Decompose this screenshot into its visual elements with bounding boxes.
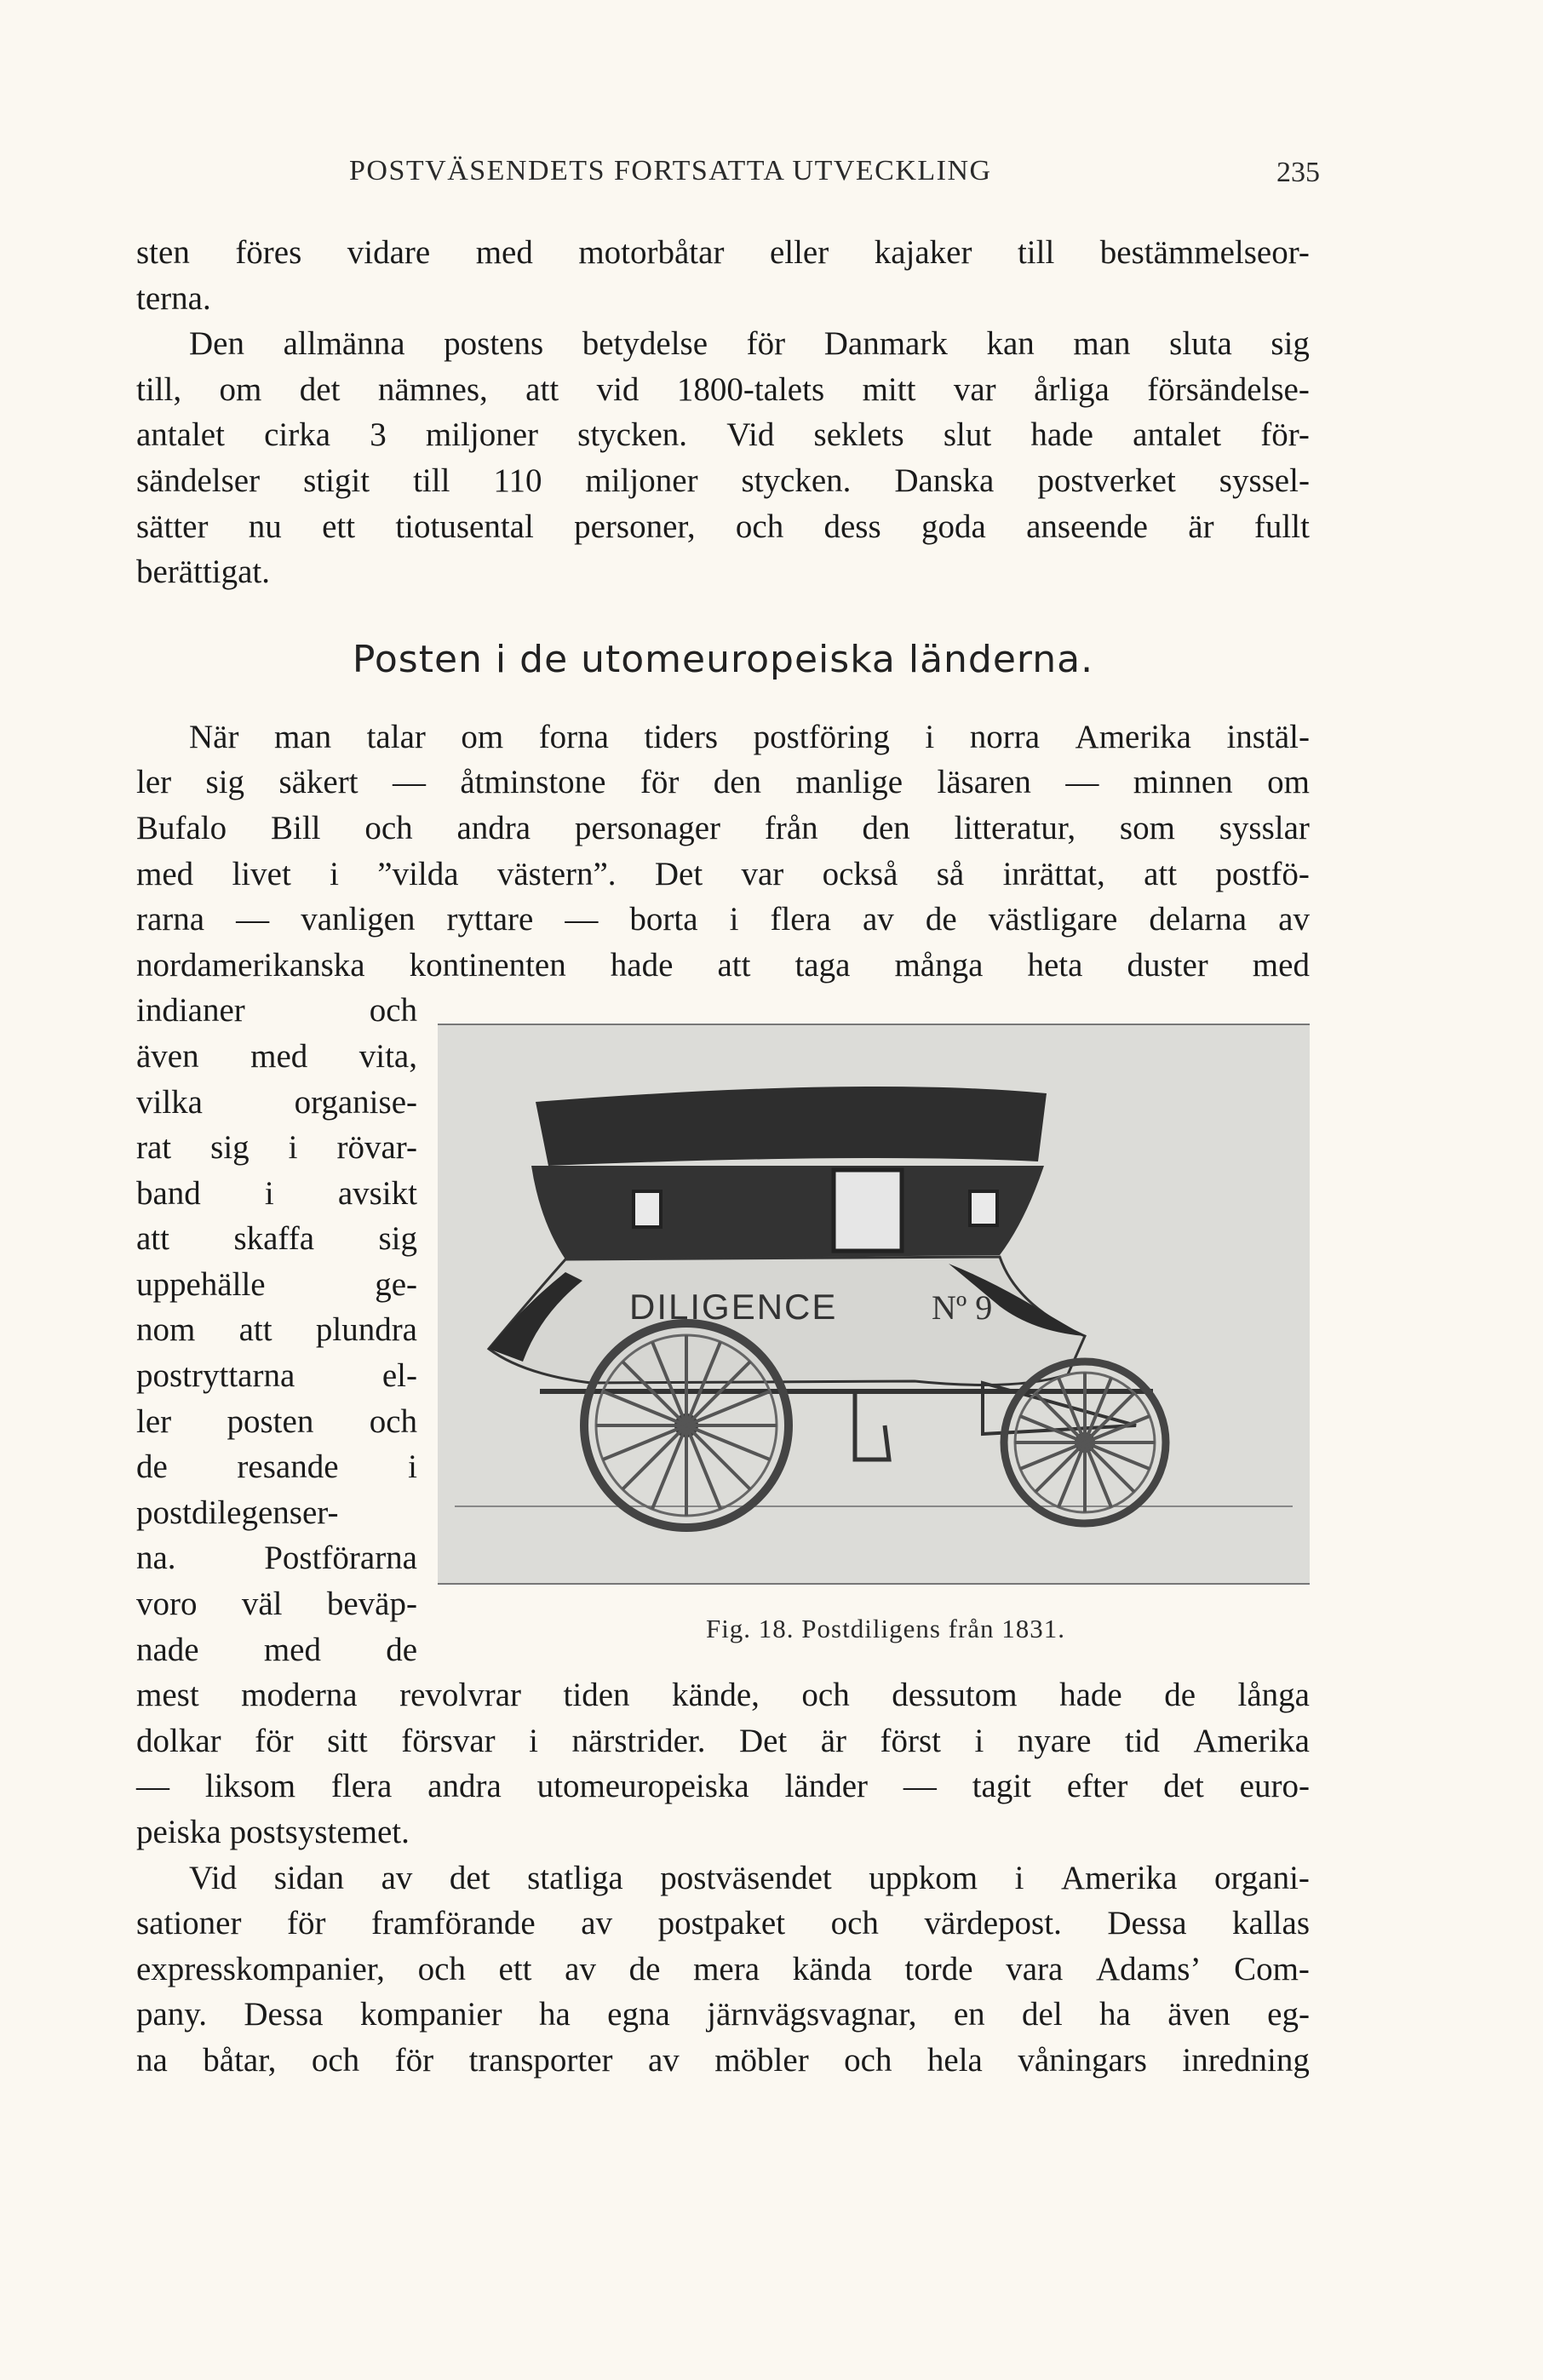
stagecoach-illustration <box>438 1025 1310 1583</box>
door-window <box>834 1170 902 1251</box>
figure-caption: Fig. 18. Postdiligens från 1831. <box>705 1614 1066 1644</box>
text-line: vilka organise- <box>136 1083 417 1121</box>
text-line: nordamerikanska kontinenten hade att taga många heta duster med <box>136 946 1310 984</box>
text-line: sationer för framförande av postpaket och värdepost. Dessa kallas <box>136 1905 1310 1942</box>
figure-image-stagecoach <box>438 1024 1310 1585</box>
text-line: na båtar, och för transporter av möbler och hela våningars inredning <box>136 2041 1310 2079</box>
text-line: att skaffa sig <box>136 1220 417 1258</box>
paragraph-2 <box>136 321 1310 595</box>
text-line: även med vita, <box>136 1037 417 1075</box>
text-line: uppehälle ge- <box>136 1265 417 1303</box>
text-line: Bufalo Bill och andra personager från den litteratur, som sysslar <box>136 809 1310 846</box>
text-figure-wrap <box>136 988 1310 1672</box>
text-line: sändelser stigit till 110 miljoner stycken. Danska postverket syssel- <box>136 462 1310 499</box>
text-line: — liksom flera andra utomeuropeiska länder — tagit efter det euro- <box>136 1768 1310 1805</box>
text-line: postdilegenser- <box>136 1494 339 1531</box>
text-line: Den allmänna postens betydelse för Danmark kan man sluta sig <box>189 325 1310 363</box>
coach-upper-body <box>531 1166 1044 1259</box>
text-line: mest moderna revolvrar tiden kände, och dessutom hade de långa <box>136 1677 1310 1714</box>
text-line: ler posten och <box>136 1402 417 1440</box>
text-line: band i avsikt <box>136 1174 417 1212</box>
section-heading: Posten i de utomeuropeiska länderna. <box>352 637 1094 681</box>
figure <box>417 988 1310 1672</box>
text-line: sten föres vidare med motorbåtar eller kajaker till bestämmelseor- <box>136 234 1310 271</box>
text-line: Vid sidan av det statliga postväsendet uppkom i Amerika organi- <box>189 1859 1310 1896</box>
text-line: med livet i ”vilda västern”. Det var också så inrättat, att postfö- <box>136 855 1310 892</box>
text-line: pany. Dessa kompanier ha egna järnvägsvagnar, en del ha även eg- <box>136 1996 1310 2033</box>
page-body <box>136 230 1310 2084</box>
text-line: voro väl beväp- <box>136 1586 417 1623</box>
coach-roof <box>536 1087 1047 1166</box>
rear-wheel <box>584 1323 789 1528</box>
text-line: till, om det nämnes, att vid 1800-talets mitt var årliga försändelse- <box>136 370 1310 408</box>
text-line: na. Postförarna <box>136 1540 417 1577</box>
paragraph-3-continued <box>136 1672 1310 1855</box>
text-line: expresskompanier, och ett av de mera kända torde vara Adams’ Com- <box>136 1950 1310 1987</box>
coach-number: Nº 9 <box>932 1288 993 1328</box>
text-line: sätter nu ett tiotusental personer, och dess goda anseende är fullt <box>136 508 1310 545</box>
text-line: postryttarna el- <box>136 1357 417 1395</box>
paragraph-1 <box>136 230 1310 321</box>
page-header <box>136 155 1320 198</box>
window-left <box>634 1191 661 1227</box>
text-line: dolkar för sitt försvar i närstrider. Det är först i nyare tid Amerika <box>136 1722 1310 1759</box>
text-line: peiska postsystemet. <box>136 1814 410 1850</box>
text-line: terna. <box>136 279 211 317</box>
text-line: rarna — vanligen ryttare — borta i flera av de västligare delarna av <box>136 901 1310 938</box>
text-line: de resande i <box>136 1448 417 1486</box>
coach-label: DILIGENCE <box>629 1287 838 1328</box>
text-line: indianer och <box>136 992 417 1029</box>
paragraph-4 <box>136 1855 1310 2084</box>
paragraph-3 <box>136 714 1310 989</box>
page-number: 235 <box>1276 157 1320 188</box>
paragraph-3-narrow-column <box>136 988 417 1672</box>
text-line: antalet cirka 3 miljoner stycken. Vid seklets slut hade antalet för- <box>136 416 1310 454</box>
text-line: nom att plundra <box>136 1311 417 1349</box>
window-right <box>970 1191 997 1225</box>
text-line: rat sig i rövar- <box>136 1129 417 1167</box>
front-wheel <box>1004 1362 1166 1523</box>
text-line: nade med de <box>136 1631 417 1668</box>
text-line: När man talar om forna tiders postföring i norra Amerika instäl- <box>189 718 1310 755</box>
text-line: ler sig säkert — åtminstone för den manlige läsaren — minnen om <box>136 764 1310 801</box>
text-line: berättigat. <box>136 553 271 591</box>
running-title: POSTVÄSENDETS FORTSATTA UTVECKLING <box>349 155 992 186</box>
